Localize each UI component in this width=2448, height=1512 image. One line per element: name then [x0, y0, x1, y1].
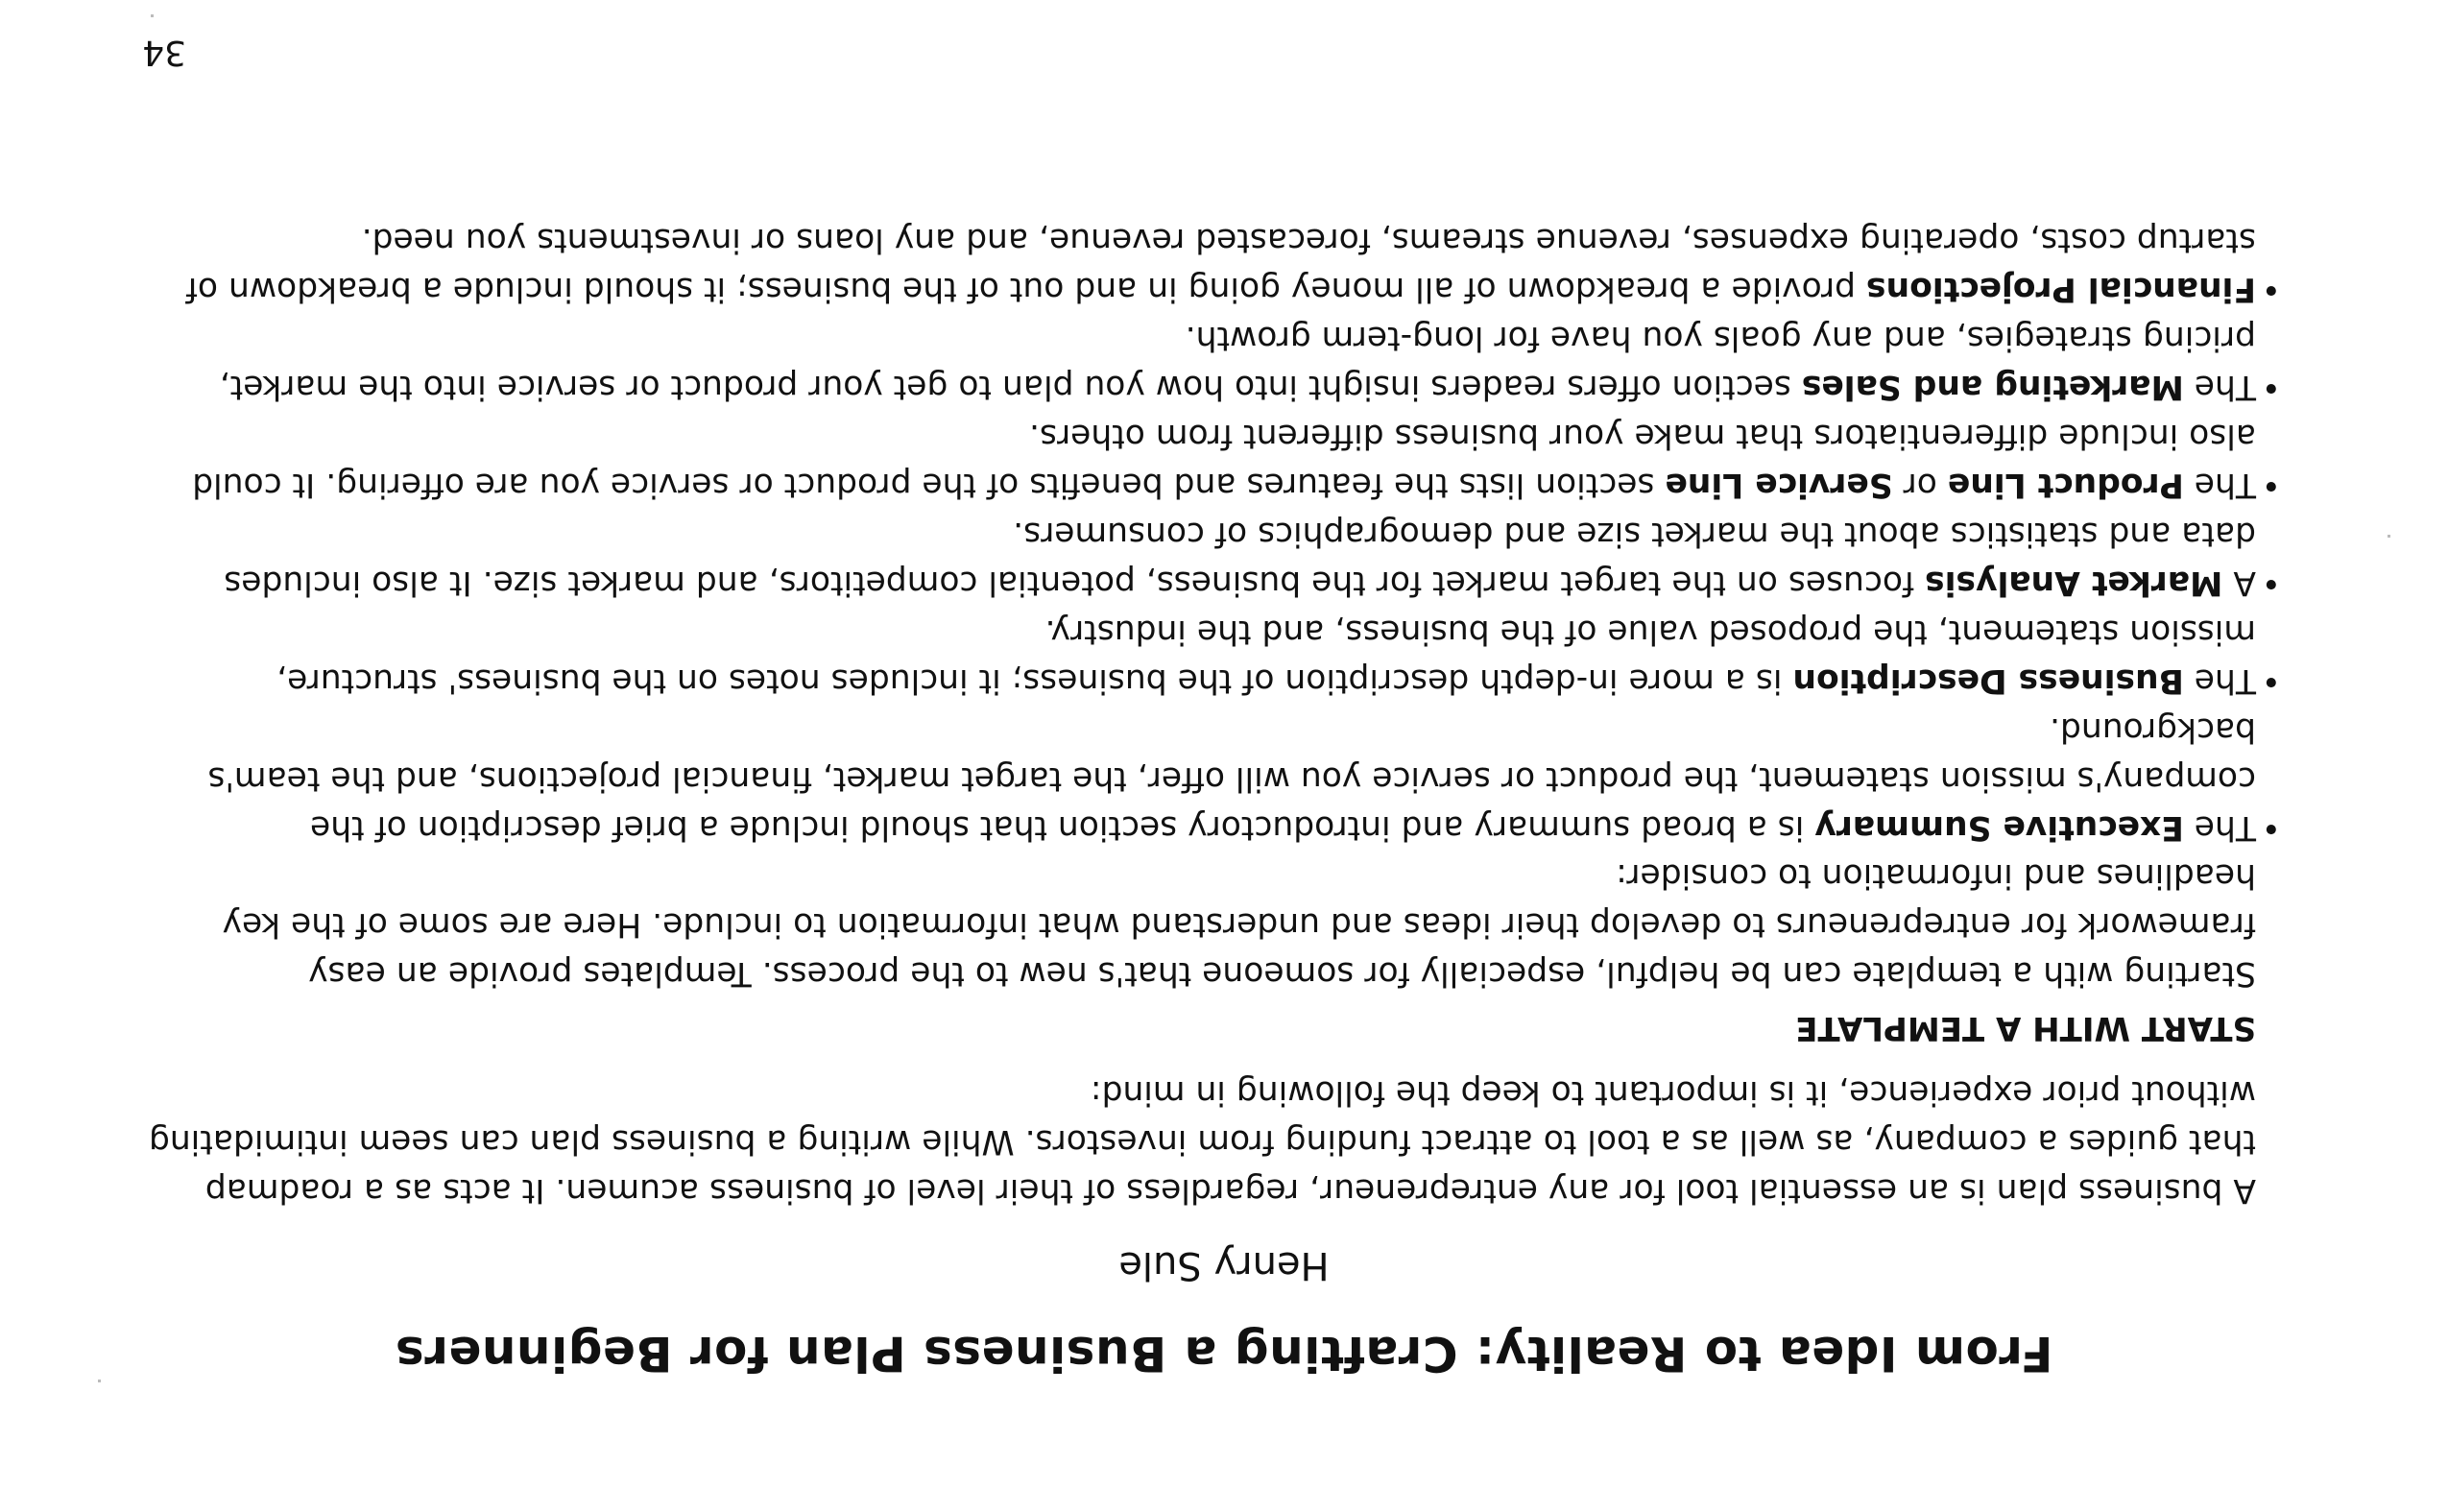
item-text: section offers readers insight into how you plan to get your product or service into the market, pricing strategies, and any goals you have for long-term growth.: [219, 319, 2256, 406]
item-prefix: A: [2222, 564, 2256, 602]
item-text: section lists the features and benefits of the product or service you are offering. It could also include differentiators that make your business different from others.: [192, 417, 2256, 504]
bullet-glyph: •: [2261, 368, 2281, 406]
list-item: [144, 509, 2281, 607]
item-text: provide a breakdown of all money going in and out of the business; it should include a breakdown of startup costs, operating expenses, revenue streams, forecasted revenue, and any loans or investments you need.: [185, 221, 2256, 308]
item-prefix: The: [2183, 661, 2256, 700]
list-item: [144, 705, 2281, 852]
template-paragraph: Starting with a template can be helpful, especially for someone that's new to the process. Templates provide an easy framework for entrepreneurs to develop their ideas and understand what information to include. Here are some of the key headlines and information to consider:: [222, 856, 2256, 993]
page-number: 34: [142, 33, 186, 72]
bullet-glyph: •: [2261, 466, 2281, 504]
item-term-alt: Service Line: [1665, 466, 1893, 504]
business-plan-sections-list: [144, 215, 2281, 852]
bullet-glyph: •: [2261, 808, 2281, 847]
item-text: is a broad summary and introductory section that should include a brief description of the company's mission statement, the product or service you will offer, the target market, financial projections, and the team's background.: [207, 710, 2256, 847]
item-term: Executive Summary: [1814, 808, 2184, 847]
author-name: Henry Sule: [1118, 1243, 1330, 1287]
list-item: [144, 411, 2281, 509]
item-term: Market Analysis: [1925, 564, 2223, 602]
scan-speck: [2388, 535, 2390, 538]
item-term: Product Line: [1947, 466, 2184, 504]
item-prefix: The: [2183, 368, 2256, 406]
bullet-glyph: •: [2261, 564, 2281, 602]
scan-speck: [98, 1380, 101, 1382]
list-item: [144, 215, 2281, 313]
item-text: focuses on the target market for the business, potential competitors, and market size. It also includes data and statistics about the market size and demographics of consumers.: [224, 515, 2256, 602]
scan-speck: [151, 14, 154, 17]
article-title: From Idea to Reality: Crafting a Business Plan for Beginners: [395, 1326, 2053, 1381]
intro-paragraph: A business plan is an essential tool for any entrepreneur, regardless of their level of business acumen. It acts as a roadmap that guides a company, as well as a tool to attract funding from investors. While writing a business plan can seem intimidating without prior experience, it is important to keep the following in mind:: [148, 1073, 2256, 1210]
list-item: [144, 313, 2281, 411]
item-connector: or: [1892, 466, 1948, 504]
item-term: Business Description: [1792, 661, 2184, 700]
bullet-glyph: •: [2261, 661, 2281, 700]
item-prefix: The: [2183, 808, 2256, 847]
bullet-glyph: •: [2261, 270, 2281, 308]
item-prefix: The: [2183, 466, 2256, 504]
item-text: is a more in-depth description of the business; it includes notes on the business' structure, mission statement, the proposed value of the business, and the industry.: [276, 612, 2256, 700]
item-term: Financial Projections: [1866, 270, 2256, 308]
item-term: Marketing and Sales: [1801, 368, 2184, 406]
list-item: [144, 607, 2281, 705]
section-heading: START WITH A TEMPLATE: [1795, 1009, 2256, 1047]
